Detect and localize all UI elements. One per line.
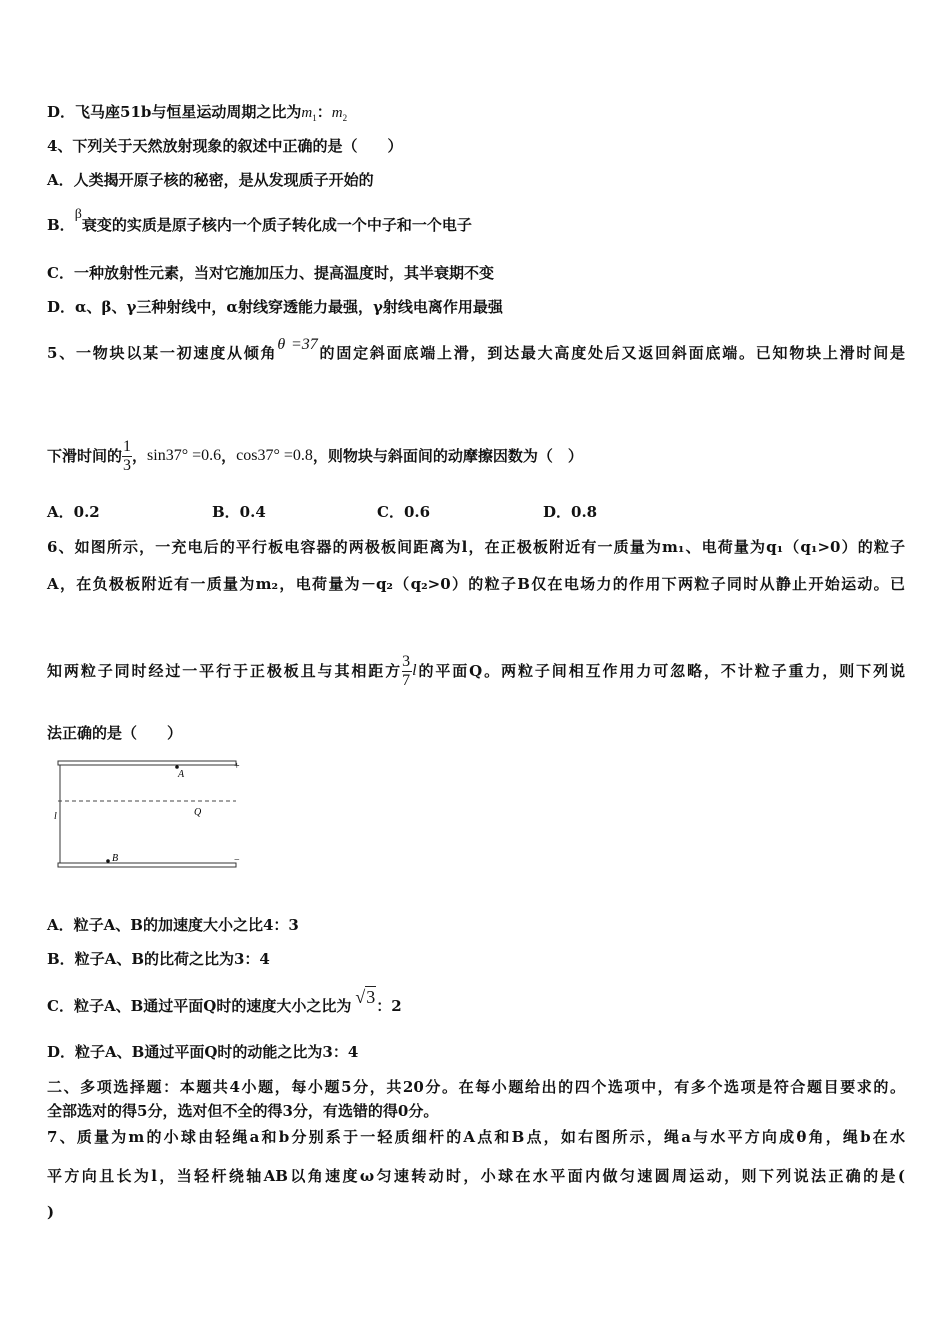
fraction-three-sevenths [402, 653, 412, 690]
positive-plate [58, 761, 236, 765]
q6-option-c [47, 987, 402, 1016]
label-a: A [178, 769, 185, 780]
q7-line1: 7、质量为m的小球由轻绳a和b分别系于一轻质细杆的A点和B点，如右图所示，绳a与水平方向成θ角，绳b在水 [47, 1128, 905, 1146]
q5-line1-pre: 5、一物块以某一初速度从倾角 [47, 344, 278, 362]
q5-line2-post: ，则物块与斜面间的动摩擦因数为（ ） [312, 447, 583, 465]
q6-line3-post: 的平面Q。两粒子间相互作用力可忽略，不计粒子重力，则下列说 [416, 662, 905, 680]
q6-line4: 法正确的是（ ） [47, 724, 183, 742]
q4-option-b-text: 衰变的实质是原子核内一个质子转化成一个中子和一个电子 [81, 216, 472, 234]
cos-value: cos37° =0.8 [236, 447, 313, 464]
sin-value: sin37° =0.6 [147, 447, 222, 464]
q5-line2 [47, 436, 583, 474]
q3-option-d [47, 102, 347, 128]
theta-expression: θ =37 [277, 336, 318, 353]
m1-sub: 1 [312, 113, 317, 123]
q6-line2: A，在负极板附近有一质量为m₂，电荷量为－q₂（q₂>0）的粒子B仅在电场力的作用下两粒子同时从静止开始运动。已 [47, 575, 905, 593]
comma: ， [132, 447, 148, 465]
frac-den: 3 [123, 456, 132, 474]
q6-line3-pre: 知两粒子同时经过一平行于正极板且与其相距方 [47, 662, 403, 680]
m2-sub: 2 [342, 113, 348, 123]
q4-option-d: D．α、β、γ三种射线中，α射线穿透能力最强，γ射线电离作用最强 [47, 298, 503, 316]
frac-var-l: l [412, 662, 417, 679]
q7-line2: 平方向且长为l，当轻杆绕轴AB以角速度ω匀速转动时，小球在水平面内做匀速圆周运动，则下列说法正确的是( [47, 1167, 905, 1185]
beta-symbol: β [74, 207, 82, 222]
m2-var: m [331, 105, 343, 121]
q6-option-c-pre: C．粒子A、B通过平面Q时的速度大小之比为 [47, 997, 352, 1015]
section2-line1: 二、多项选择题：本题共4小题，每小题5分，共20分。在每小题给出的四个选项中，有多个选项是符合题目要求的。 [47, 1078, 905, 1096]
q7-line3: ) [47, 1203, 55, 1221]
minus-sign: − [234, 855, 240, 866]
fraction-one-third [122, 438, 132, 475]
label-q: Q [194, 807, 202, 818]
ratio-sep: ： [316, 103, 332, 121]
q6-option-b: B．粒子A、B的比荷之比为3：4 [47, 950, 270, 968]
q4-option-c: C．一种放射性元素，当对它施加压力、提高温度时，其半衰期不变 [47, 264, 494, 282]
q5-line1-post: 的固定斜面底端上滑，到达最大高度处后又返回斜面底端。已知物块上滑时间是 [317, 344, 905, 362]
comma: ， [221, 447, 237, 465]
q4-option-b-prefix: B． [47, 216, 75, 234]
sqrt-radicand: 3 [366, 987, 376, 1007]
q6-option-a: A．粒子A、B的加速度大小之比4：3 [47, 916, 299, 934]
q5-option-d: D．0.8 [543, 503, 598, 521]
q5-line1 [47, 336, 905, 364]
q5-option-a: A．0.2 [47, 503, 100, 521]
particle-b-dot [106, 859, 110, 863]
plus-sign: + [234, 761, 240, 772]
capacitor-figure [50, 757, 246, 875]
sqrt-expression: √3 [355, 987, 376, 1007]
label-b: B [112, 853, 119, 864]
section2-line2: 全部选对的得5分，选对但不全的得3分，有选错的得0分。 [47, 1102, 439, 1120]
q6-option-d: D．粒子A、B通过平面Q时的动能之比为3：4 [47, 1043, 359, 1061]
negative-plate [58, 863, 236, 867]
q4-option-b [47, 207, 472, 237]
q6-option-c-post: ：2 [376, 997, 402, 1015]
q6-line1: 6、如图所示，一充电后的平行板电容器的两极板间距离为l，在正极板附近有一质量为m₁、电荷量为q₁（q₁>0）的粒子 [47, 538, 905, 556]
q4-option-a: A．人类揭开原子核的秘密，是从发现质子开始的 [47, 171, 374, 189]
q5-option-c: C．0.6 [377, 503, 431, 521]
q5-option-b: B．0.4 [212, 503, 266, 521]
frac-den: 7 [402, 671, 411, 689]
q4-stem: 4、下列关于天然放射现象的叙述中正确的是（ ） [47, 137, 403, 155]
frac-num: 3 [402, 652, 411, 670]
q6-line3 [47, 651, 905, 689]
label-l: l [54, 811, 57, 822]
frac-num: 1 [123, 437, 132, 455]
q3-option-d-text: D．飞马座51b与恒星运动周期之比为 [47, 103, 302, 121]
q5-line2-pre: 下滑时间的 [47, 447, 123, 465]
m1-var: m [301, 105, 313, 121]
